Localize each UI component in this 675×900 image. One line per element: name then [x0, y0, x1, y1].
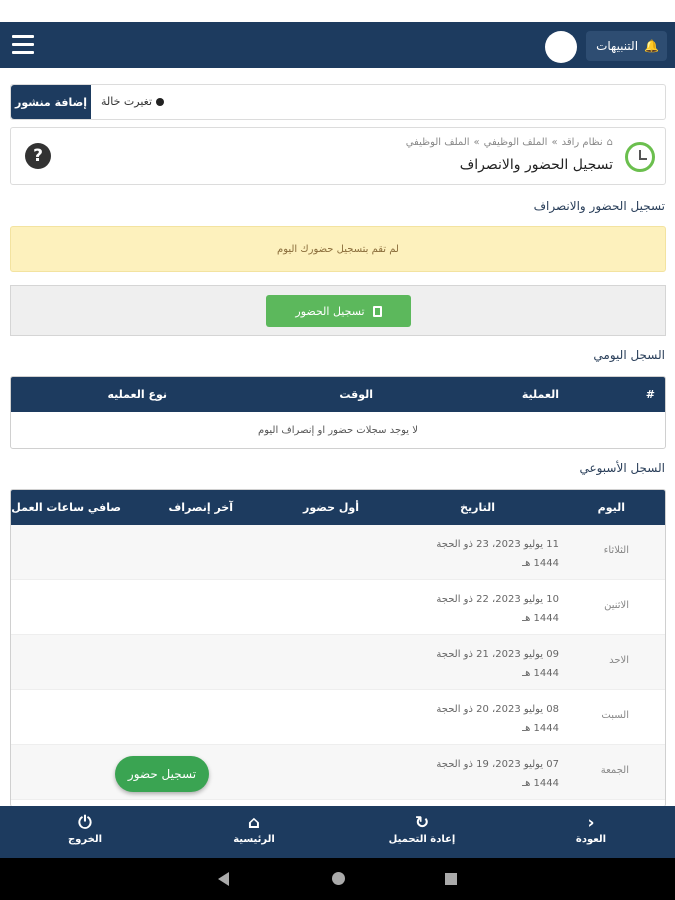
daily-table-header	[11, 377, 665, 412]
nav-logout[interactable]	[40, 812, 130, 845]
row-date: 07 يوليو 2023، 19 ذو الحجة 1444 هـ	[436, 759, 559, 789]
post-bar	[10, 84, 666, 120]
col-operation: العملية	[521, 388, 559, 401]
floating-checkin-button[interactable]: تسجيل حضور	[115, 756, 209, 792]
col-first-checkin: أول حضور	[303, 501, 359, 514]
col-index: #	[645, 388, 655, 401]
row-date: 11 يوليو 2023، 23 ذو الحجة 1444 هـ	[436, 539, 559, 569]
weekly-section-title: السجل الأسبوعي	[579, 461, 665, 475]
nav-home-label: الرئيسية	[233, 834, 275, 845]
nav-back-label: العودة	[575, 834, 607, 845]
notifications-button[interactable]	[586, 31, 667, 61]
status-strip	[0, 0, 675, 22]
checkin-button-label: تسجيل الحضور	[295, 304, 365, 318]
add-post-button[interactable]: إضافة منشور	[11, 85, 91, 119]
row-date: 09 يوليو 2023، 21 ذو الحجة 1444 هـ	[436, 649, 559, 679]
row-day: الاثنين	[604, 600, 629, 611]
checkin-button[interactable]	[266, 295, 411, 327]
door-icon	[373, 306, 382, 317]
warning-alert	[10, 226, 666, 272]
power-icon: ⏻	[78, 813, 92, 833]
reload-icon: ↻	[414, 813, 430, 833]
col-operation-type: نوع العمليه	[107, 388, 167, 401]
col-day: اليوم	[597, 501, 625, 514]
row-day: الجمعة	[600, 765, 629, 776]
checkin-section-title: تسجيل الحضور والانصراف	[533, 199, 665, 213]
col-net-hours: صافي ساعات العمل	[11, 501, 121, 514]
table-row	[11, 525, 665, 580]
help-icon[interactable]: ?	[25, 143, 51, 169]
breadcrumb-item[interactable]: الملف الوظيفي	[483, 137, 548, 148]
chevron-right-icon: ›	[587, 813, 595, 833]
menu-icon[interactable]	[12, 35, 34, 55]
home-circle-icon[interactable]	[332, 872, 345, 885]
back-icon[interactable]	[218, 872, 229, 886]
warning-message: لم تقم بتسجيل حضورك اليوم	[277, 243, 399, 255]
row-date: 08 يوليو 2023، 20 ذو الحجة 1444 هـ	[436, 704, 559, 734]
daily-table	[10, 376, 666, 449]
row-day: الاحد	[609, 655, 629, 666]
row-day: السبت	[601, 710, 629, 721]
home-icon: ⌂	[247, 813, 261, 833]
weekly-table	[10, 489, 666, 807]
breadcrumb-separator: »	[551, 137, 558, 148]
nav-home[interactable]	[209, 812, 299, 845]
change-status-label: تغيرت خالة	[101, 95, 153, 108]
bottom-nav	[0, 806, 675, 858]
weekly-table-header	[11, 490, 665, 525]
recent-apps-icon[interactable]	[445, 873, 457, 885]
nav-logout-label: الخروج	[67, 834, 103, 845]
row-day: الثلاثاء	[603, 545, 629, 556]
col-last-checkout: آخر إنصراف	[168, 501, 233, 514]
breadcrumb	[406, 137, 613, 148]
status-dot-icon	[156, 98, 164, 106]
nav-reload-label: إعادة التحميل	[388, 834, 456, 845]
home-icon[interactable]: ⌂	[606, 137, 613, 148]
col-date: التاريخ	[460, 501, 495, 514]
row-date: 10 يوليو 2023، 22 ذو الحجة 1444 هـ	[436, 594, 559, 624]
clock-icon	[625, 142, 655, 172]
notifications-label: التنبيهات	[596, 39, 639, 53]
avatar[interactable]	[545, 31, 577, 63]
breadcrumb-item[interactable]: الملف الوظيفي	[405, 137, 470, 148]
nav-back[interactable]	[546, 812, 636, 845]
nav-reload[interactable]	[377, 812, 467, 845]
table-row	[11, 580, 665, 635]
page-title: تسجيل الحضور والانصراف	[459, 157, 613, 173]
table-row	[11, 745, 665, 800]
bell-icon: 🔔	[644, 39, 659, 53]
col-time: الوقت	[339, 388, 373, 401]
checkin-panel	[10, 285, 666, 336]
weekly-table-body	[11, 525, 665, 800]
change-status-link[interactable]	[101, 95, 164, 108]
breadcrumb-item[interactable]: نظام راقد	[561, 137, 603, 148]
system-nav-bar	[0, 858, 675, 900]
table-row	[11, 690, 665, 745]
daily-empty-message: لا يوجد سجلات حضور او إنصراف اليوم	[258, 424, 418, 436]
table-row	[11, 635, 665, 690]
breadcrumb-separator: »	[473, 137, 480, 148]
app-header	[0, 22, 675, 68]
daily-section-title: السجل اليومي	[593, 348, 665, 362]
title-panel	[10, 127, 666, 185]
